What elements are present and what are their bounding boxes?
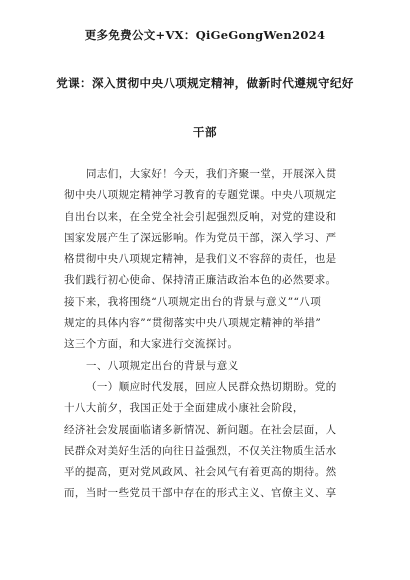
body-line: 这三个方面，和大家进行交流探讨。 [64,338,239,351]
body-line: （一）顺应时代发展，回应人民群众热切期盼。党的 [86,380,337,393]
body-line: 格贯彻中央八项规定精神，是我们义不容辞的责任，也是 [64,253,337,266]
document-header: 更多免费公文+VX：QiGeGongWen2024 [84,28,326,42]
body-line: 经济社会发展面临诸多新情况、新问题。在社会层面，人 [64,423,337,436]
document-title-continued: 干部 [192,125,218,139]
body-line: 我们践行初心使命、保持清正廉洁政治本色的必然要求。 [64,274,337,287]
body-line: 平的提高，更对党风政风、社会风气有着更高的期待。然 [64,466,337,479]
body-line: 接下来，我将围绕“八项规定出台的背景与意义”“八项 [64,295,322,308]
body-line: 民群众对美好生活的向往日益强烈，不仅关注物质生活水 [64,444,337,457]
document-title: 党课：深入贯彻中央八项规定精神，做新时代遵规守纪好 [56,76,354,90]
body-line: 而，当时一些党员干部中存在的形式主义、官僚主义、享 [64,487,337,500]
body-line: 同志们，大家好！今天，我们齐聚一堂，开展深入贯 [86,168,337,180]
body-line: 一、八项规定出台的背景与意义 [86,359,239,372]
body-line: 彻中央八项规定精神学习教育的专题党课。中央八项规定 [64,189,337,202]
body-line: 十八大前夕，我国正处于全面建成小康社会阶段， [64,402,304,415]
body-line: 国家发展产生了深远影响。作为党员干部，深入学习、严 [64,231,337,244]
body-line: 规定的具体内容”“贯彻落实中央八项规定精神的举措” [64,317,322,330]
body-line: 自出台以来，在全党全社会引起强烈反响，对党的建设和 [64,210,337,223]
document-body [64,164,354,505]
